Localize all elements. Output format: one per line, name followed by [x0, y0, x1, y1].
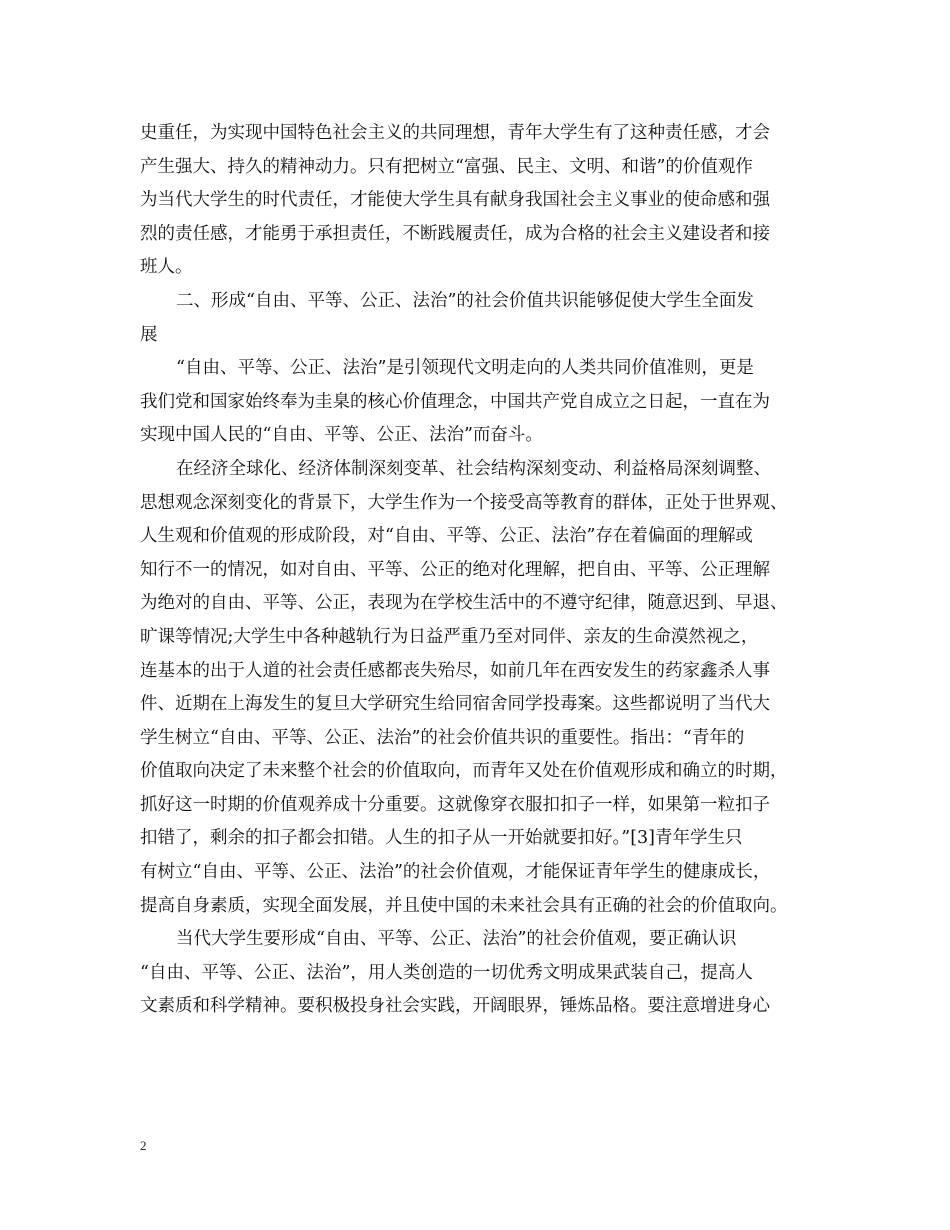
- text-line: 班人。: [140, 257, 193, 278]
- text-line: 在经济全球化、经济体制深刻变革、社会结构深刻变动、利益格局深刻调整、: [176, 458, 771, 479]
- text-line: 思想观念深刻变化的背景下，大学生作为一个接受高等教育的群体，正处于世界观、: [140, 492, 788, 513]
- text-line: 件、近期在上海发生的复旦大学研究生给同宿舍同学投毒案。这些都说明了当代大: [140, 694, 770, 715]
- text-line: 提高自身素质，实现全面发展，并且使中国的未来社会具有正确的社会的价值取向。: [140, 895, 788, 916]
- text-line: 当代大学生要形成“自由、平等、公正、法治”的社会价值观，要正确认识: [176, 929, 737, 950]
- text-line: 史重任，为实现中国特色社会主义的共同理想，青年大学生有了这种责任感，才会: [140, 123, 770, 143]
- text-line: 价值取向决定了未来整个社会的价值取向，而青年又处在价值观形成和确立的时期，: [140, 761, 788, 782]
- text-line: 有树立“自由、平等、公正、法治”的社会价值观，才能保证青年学生的健康成长，: [140, 862, 771, 883]
- text-line: 实现中国人民的“自由、平等、公正、法治”而奋斗。: [140, 425, 543, 446]
- text-line: 展: [140, 324, 158, 345]
- text-line: 为绝对的自由、平等、公正，表现为在学校生活中的不遵守纪律，随意迟到、早退、: [140, 593, 788, 614]
- text-line: 为当代大学生的时代责任，才能使大学生具有献身我国社会主义事业的使命感和强: [140, 190, 770, 211]
- text-line: “自由、平等、公正、法治”是引领现代文明走向的人类共同价值准则，更是: [176, 358, 754, 379]
- text-line: 产生强大、持久的精神动力。只有把树立“富强、民主、文明、和谐”的价值观作: [140, 156, 753, 177]
- text-line: 人生观和价值观的形成阶段，对“自由、平等、公正、法治”存在着偏面的理解或: [140, 526, 753, 547]
- text-line: “自由、平等、公正、法治”，用人类创造的一切优秀文明成果武装自己，提高人: [140, 962, 753, 983]
- text-line: 二、形成“自由、平等、公正、法治”的社会价值共识能够促使大学生全面发: [176, 290, 754, 311]
- page-number: 2: [140, 1138, 147, 1153]
- text-line: 扣错了，剩余的扣子都会扣错。人生的扣子从一开始就要扣好。”[3]青年学生只: [140, 828, 743, 849]
- document-body: [140, 117, 830, 1024]
- text-line: 抓好这一时期的价值观养成十分重要。这就像穿衣服扣扣子一样，如果第一粒扣子: [140, 794, 770, 815]
- text-line: 文素质和科学精神。要积极投身社会实践，开阔眼界，锤炼品格。要注意增进身心: [140, 996, 770, 1017]
- text-line: 我们党和国家始终奉为圭臬的核心价值理念，中国共产党自成立之日起，一直在为: [140, 391, 770, 412]
- text-line: 连基本的出于人道的社会责任感都丧失殆尽，如前几年在西安发生的药家鑫杀人事: [140, 660, 770, 681]
- text-line: 学生树立“自由、平等、公正、法治”的社会价值共识的重要性。指出：“青年的: [140, 727, 745, 748]
- text-line: 旷课等情况;大学生中各种越轨行为日益严重乃至对同伴、亲友的生命漠然视之，: [140, 626, 759, 647]
- text-line: 烈的责任感，才能勇于承担责任，不断践履责任，成为合格的社会主义建设者和接: [140, 223, 770, 244]
- text-line: 知行不一的情况，如对自由、平等、公正的绝对化理解，把自由、平等、公正理解: [140, 559, 770, 580]
